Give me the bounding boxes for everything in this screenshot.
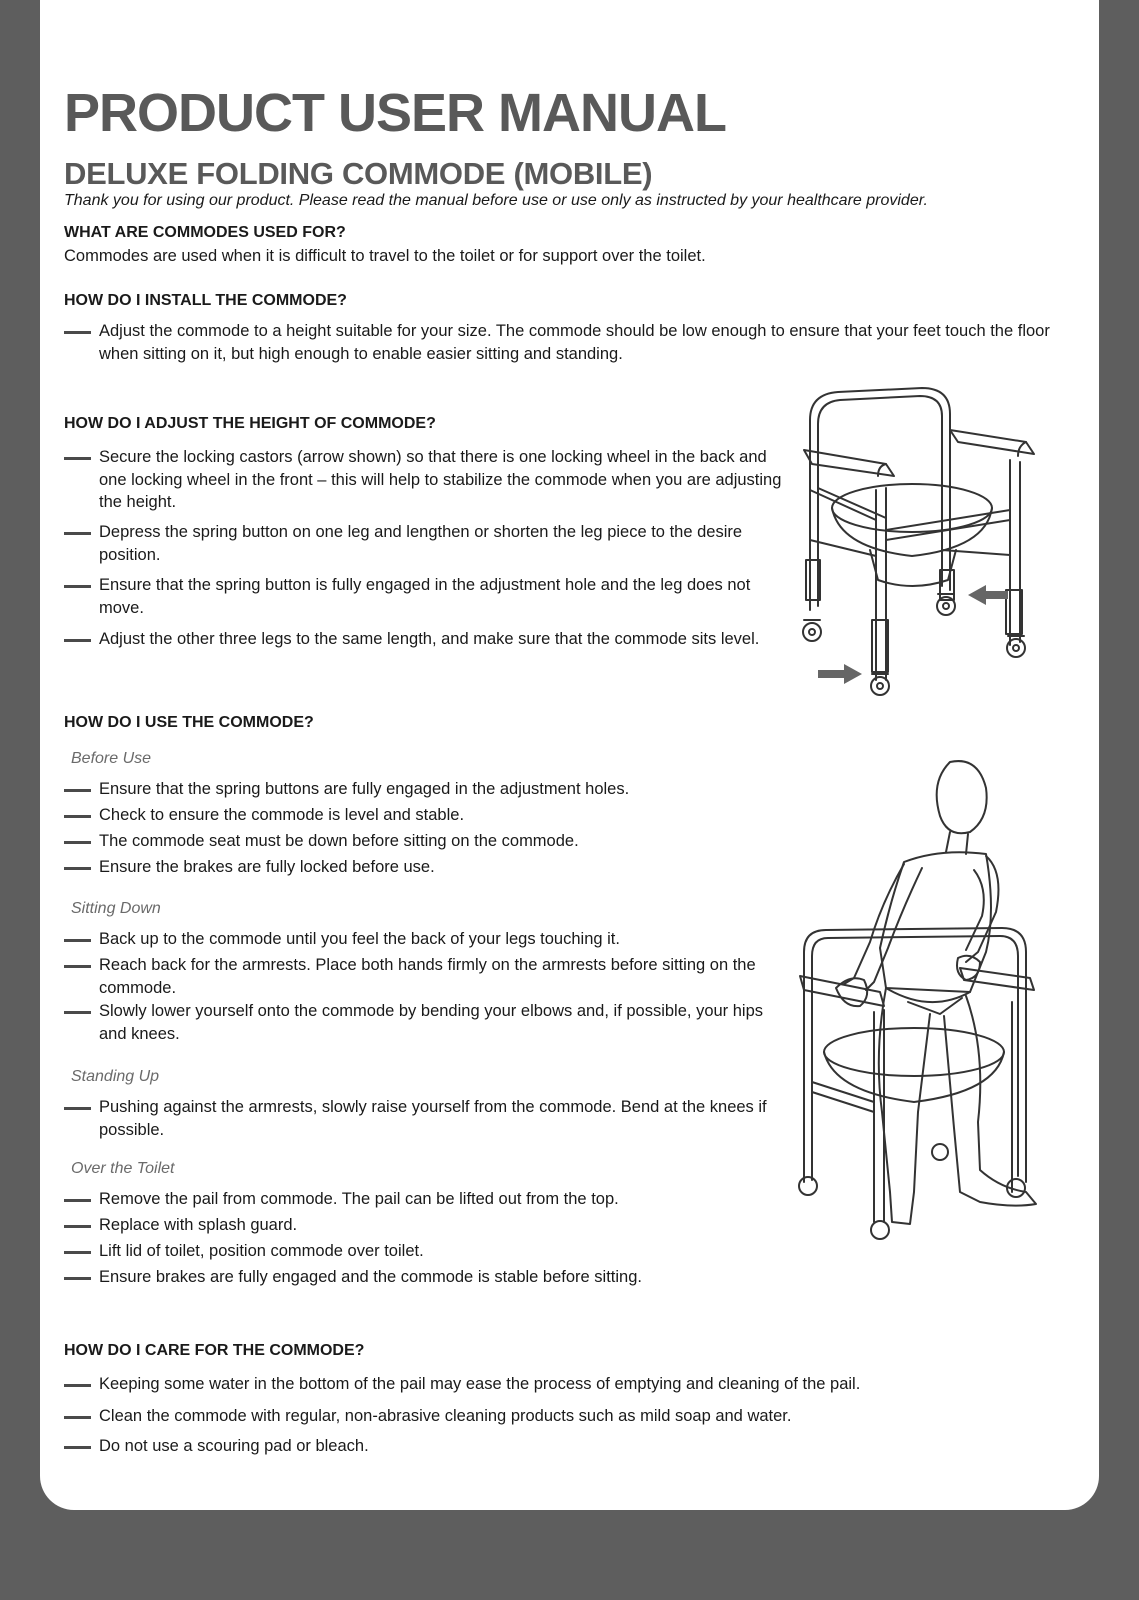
- commode-illustration: [790, 380, 1070, 720]
- over-toilet-item: Lift lid of toilet, position commode over toilet.: [64, 1240, 789, 1263]
- what-heading: WHAT ARE COMMODES USED FOR?: [64, 224, 346, 241]
- standing-up-item: Pushing against the armrests, slowly raise yourself from the commode. Bend at the knees if possible.: [64, 1096, 789, 1141]
- over-toilet-item: Ensure brakes are fully engaged and the commode is stable before sitting.: [64, 1266, 789, 1289]
- adjust-heading: HOW DO I ADJUST THE HEIGHT OF COMMODE?: [64, 415, 436, 432]
- over-toilet-item: Replace with splash guard.: [64, 1214, 789, 1237]
- person-sitting-illustration: [790, 752, 1070, 1252]
- over-toilet-item: Remove the pail from commode. The pail can be lifted out from the top.: [64, 1188, 789, 1211]
- care-item: Do not use a scouring pad or bleach.: [64, 1435, 1059, 1458]
- adjust-item: Adjust the other three legs to the same length, and make sure that the commode sits level.: [64, 628, 789, 651]
- before-use-item: Ensure the brakes are fully locked before use.: [64, 856, 789, 879]
- care-item: Keeping some water in the bottom of the pail may ease the process of emptying and cleaning of the pail.: [64, 1373, 1059, 1396]
- before-use-item: The commode seat must be down before sitting on the commode.: [64, 830, 789, 853]
- before-use-item: Check to ensure the commode is level and stable.: [64, 804, 789, 827]
- sitting-down-item: Back up to the commode until you feel the back of your legs touching it.: [64, 928, 789, 951]
- install-heading: HOW DO I INSTALL THE COMMODE?: [64, 292, 347, 309]
- intro-text: Thank you for using our product. Please read the manual before use or use only as instructed by your healthcare provider.: [64, 192, 928, 209]
- care-heading: HOW DO I CARE FOR THE COMMODE?: [64, 1342, 365, 1359]
- what-text: Commodes are used when it is difficult to travel to the toilet or for support over the toilet.: [64, 247, 706, 265]
- adjust-item: Ensure that the spring button is fully engaged in the adjustment hole and the leg does not move.: [64, 574, 789, 619]
- sitting-down-item: Slowly lower yourself onto the commode by bending your elbows and, if possible, your hips and knees.: [64, 1000, 789, 1045]
- page-title: PRODUCT USER MANUAL: [64, 83, 726, 143]
- product-name: DELUXE FOLDING COMMODE (MOBILE): [64, 156, 653, 191]
- before-use-item: Ensure that the spring buttons are fully engaged in the adjustment holes.: [64, 778, 789, 801]
- install-item: Adjust the commode to a height suitable for your size. The commode should be low enough to ensure that your feet touch the floor when sitting on it, but high enough to enable easier sitting and standing.: [64, 320, 1059, 365]
- before-use-label: Before Use: [71, 750, 152, 767]
- over-toilet-label: Over the Toilet: [71, 1160, 175, 1177]
- sitting-down-label: Sitting Down: [71, 900, 161, 917]
- adjust-item: Depress the spring button on one leg and lengthen or shorten the leg piece to the desire position.: [64, 521, 789, 566]
- use-heading: HOW DO I USE THE COMMODE?: [64, 714, 314, 731]
- care-item: Clean the commode with regular, non-abrasive cleaning products such as mild soap and water.: [64, 1405, 1059, 1428]
- standing-up-label: Standing Up: [71, 1068, 160, 1085]
- sitting-down-item: Reach back for the armrests. Place both hands firmly on the armrests before sitting on the commode.: [64, 954, 789, 999]
- adjust-item: Secure the locking castors (arrow shown) so that there is one locking wheel in the back and one locking wheel in the front – this will help to stabilize the commode when you are adjusting the height.: [64, 446, 789, 514]
